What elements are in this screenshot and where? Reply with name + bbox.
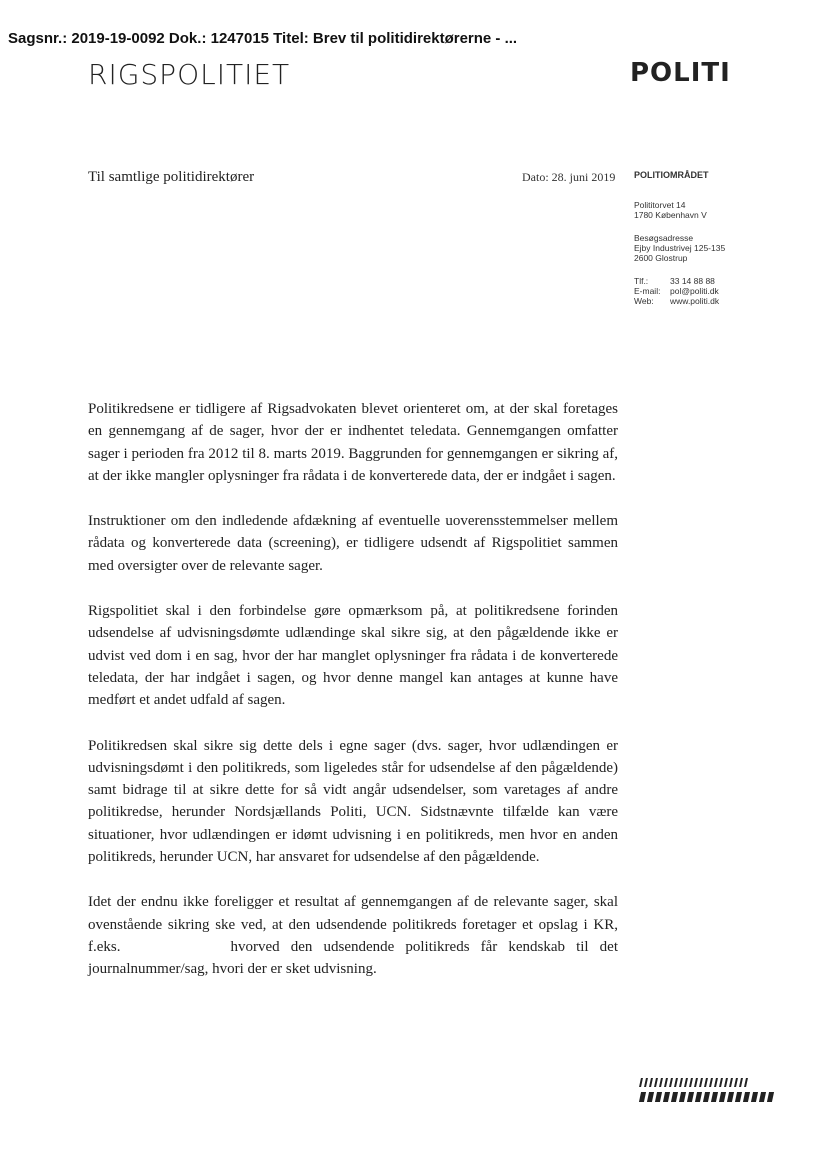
email-label: E-mail:	[634, 286, 661, 296]
sender-area: POLITIOMRÅDET	[634, 170, 709, 180]
phone-value: 33 14 88 88	[670, 276, 715, 286]
recipient: Til samtlige politidirektører	[88, 169, 255, 185]
contact-info	[634, 276, 824, 306]
postal-address	[634, 200, 824, 220]
email-value: pol@politi.dk	[670, 286, 719, 296]
web-label: Web:	[634, 296, 654, 306]
phone-row	[634, 276, 824, 286]
web-value: www.politi.dk	[670, 296, 720, 306]
email-row	[634, 286, 824, 296]
sender-info	[634, 170, 824, 319]
visit-address	[634, 233, 824, 263]
barcode-row-bottom	[640, 1092, 773, 1102]
letter-body	[88, 398, 618, 1004]
barcode-icon	[640, 1078, 773, 1102]
address-line: 1780 København V	[634, 210, 707, 220]
visit-label: Besøgsadresse	[634, 233, 694, 243]
paragraph: Rigspolitiet skal i den forbindelse gøre opmærksom på, at politikredsene forinden udsendelse af udvisningsdømte udlændinge skal sikre sig, at den pågældende ikke er udvist ved dom i en sag, hvor der har manglet oplysninger fra rådata i de konverterede teledata, der har indgået i sagen, og hvor denne mangel kan antages at kunne have medført et andet udfald af sagen.	[88, 603, 618, 709]
case-header: Sagsnr.: 2019-19-0092 Dok.: 1247015 Titel: Brev til politidirektørerne - ...	[8, 30, 518, 47]
web-row	[634, 296, 824, 306]
paragraph-text: hvorved den udsendende politikreds får kendskab til det journalnummer/sag, hvori der er sket udvisning.	[88, 938, 618, 978]
politi-logo: POLITI	[630, 58, 731, 88]
address-line: Polititorvet 14	[634, 200, 686, 210]
paragraph-text: Idet der endnu ikke foreligger et resultat af gennemgangen af de relevante sager, skal ovenstående sikring ske ved, at den udsendende politikreds foretager et opslag i KR, f.eks.	[88, 894, 618, 955]
org-name: RIGSPOLITIET	[88, 58, 291, 91]
address-line: Ejby Industrivej 125-135	[634, 243, 726, 253]
address-line: 2600 Glostrup	[634, 253, 688, 263]
letter-date: Dato: 28. juni 2019	[522, 170, 616, 184]
paragraph: Politikredsen skal sikre sig dette dels i egne sager (dvs. sager, hvor udlændingen er udvisningsdømt i den politikreds, som ligeledes står for udsendelse af den pågældende) samt bidrage til at sikre dette for så vidt angår udsendelser, som varetages af andre politikredse, herunder Nordsjællands Politi, UCN. Sidstnævnte tilfælde kan være situationer, hvor udlændingen er idømt udvisning i en politikreds, men hvor en anden politikreds, herunder UCN, har ansvaret for udsendelse af den pågældende.	[88, 737, 618, 866]
paragraph	[88, 891, 618, 980]
paragraph: Instruktioner om den indledende afdækning af eventuelle uoverensstemmelser mellem rådata og konverterede data (screening), er tidligere udsendt af Rigspolitiet sammen med oversigter over de relevante sager.	[88, 513, 618, 574]
phone-label: Tlf.:	[634, 276, 649, 286]
paragraph: Politikredsene er tidligere af Rigsadvokaten blevet orienteret om, at der skal foretages en gennemgang af de sager, hvor der er indhentet teledata. Gennemgangen omfatter sager i perioden fra 2012 til 8. marts 2019. Baggrunden for gennemgangen er sikring af, at der ikke mangler oplysninger fra rådata i de konverterede data, der er indgået i sagen.	[88, 401, 618, 484]
barcode-row-top	[640, 1078, 773, 1087]
